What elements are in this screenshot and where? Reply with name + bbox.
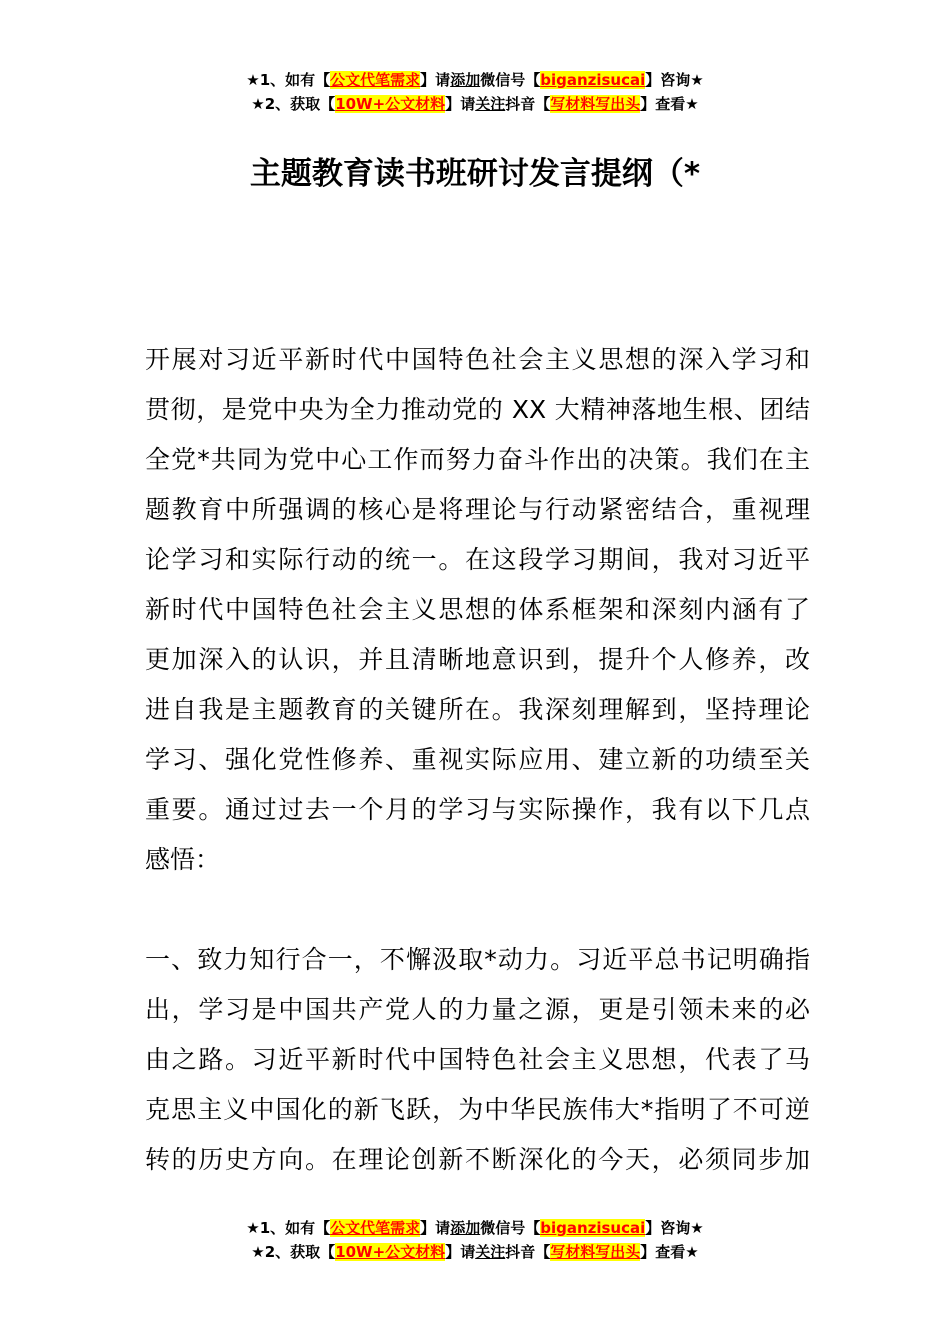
text-line: 一、致力知行合一，不懈汲取*动力。习近平总书记明确指: [145, 945, 810, 974]
text-line: 开展对习近平新时代中国特色社会主义思想的深入学习和: [145, 345, 810, 374]
document-title: 主题教育读书班研讨发言提纲（*: [249, 156, 701, 192]
text-line: 重要。通过过去一个月的学习与实际操作，我有以下几点: [145, 795, 810, 824]
wechat-id-highlight: biganzisucai: [540, 71, 646, 89]
text-line: 进自我是主题教育的关键所在。我深刻理解到，坚持理论: [145, 695, 810, 724]
body-paragraph-1: [145, 335, 810, 885]
text-line: 题教育中所强调的核心是将理论与行动紧密结合，重视理: [145, 495, 810, 524]
text-line: 转的历史方向。在理论创新不断深化的今天，必须同步加: [145, 1145, 810, 1174]
banner-line-2: ★2、获取【10W+公文材料】请关注抖音【写材料写出头】查看★: [251, 95, 699, 113]
banner-line-2: ★2、获取【10W+公文材料】请关注抖音【写材料写出头】查看★: [251, 1243, 699, 1261]
text-line: 克思主义中国化的新飞跃，为中华民族伟大*指明了不可逆: [145, 1095, 810, 1124]
banner-line-1: ★1、如有【公文代笔需求】请添加微信号【biganzisucai】咨询★: [246, 1219, 704, 1237]
text-line: 出，学习是中国共产党人的力量之源，更是引领未来的必: [145, 995, 810, 1024]
text-line: 更加深入的认识，并且清晰地意识到，提升个人修养，改: [145, 645, 810, 674]
douyin-account-highlight: 写材料写出头: [550, 1243, 641, 1261]
body-paragraph-2: [145, 935, 810, 1185]
ghostwriting-highlight: 公文代笔需求: [330, 71, 421, 89]
text-line: 学习、强化党性修养、重视实际应用、建立新的功绩至关: [145, 745, 810, 774]
text-line: 新时代中国特色社会主义思想的体系框架和深刻内涵有了: [145, 595, 810, 624]
text-line: 贯彻，是党中央为全力推动党的 XX 大精神落地生根、团结: [145, 395, 810, 424]
materials-highlight: 10W+公文材料: [335, 95, 446, 113]
text-line: 感悟：: [145, 845, 221, 874]
footer-banner: [0, 1216, 950, 1264]
text-line: 由之路。习近平新时代中国特色社会主义思想，代表了马: [145, 1045, 810, 1074]
text-line: 全党*共同为党中心工作而努力奋斗作出的决策。我们在主: [145, 445, 810, 474]
header-banner: [0, 68, 950, 116]
wechat-id-highlight: biganzisucai: [540, 1219, 646, 1237]
text-line: 论学习和实际行动的统一。在这段学习期间，我对习近平: [145, 545, 810, 574]
douyin-account-highlight: 写材料写出头: [550, 95, 641, 113]
materials-highlight: 10W+公文材料: [335, 1243, 446, 1261]
banner-line-1: ★1、如有【公文代笔需求】请添加微信号【biganzisucai】咨询★: [246, 71, 704, 89]
ghostwriting-highlight: 公文代笔需求: [330, 1219, 421, 1237]
